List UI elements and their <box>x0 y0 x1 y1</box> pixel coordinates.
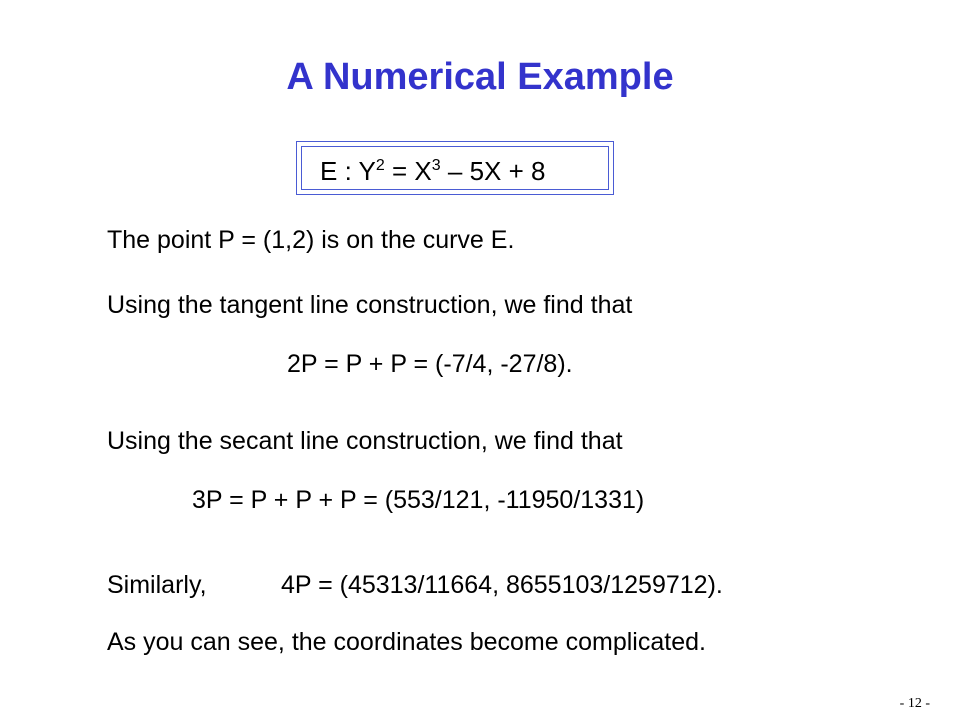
tangent-result: 2P = P + P = (-7/4, -27/8). <box>287 350 573 378</box>
curve-equation <box>320 158 546 184</box>
equation-prefix: E : Y <box>320 156 376 186</box>
tangent-intro: Using the tangent line construction, we find that <box>107 291 633 319</box>
equation-exponent-x: 3 <box>431 157 441 174</box>
equation-exponent-y: 2 <box>375 157 385 174</box>
page-number: - 12 - <box>899 696 930 711</box>
equation-suffix: – 5X + 8 <box>440 156 546 186</box>
similarly-label: Similarly, <box>107 571 207 599</box>
conclusion: As you can see, the coordinates become complicated. <box>107 628 706 656</box>
slide-title: A Numerical Example <box>286 56 674 98</box>
point-statement: The point P = (1,2) is on the curve E. <box>107 226 515 254</box>
similarly-result: 4P = (45313/11664, 8655103/1259712). <box>281 571 723 599</box>
secant-result: 3P = P + P + P = (553/121, -11950/1331) <box>192 486 645 514</box>
secant-intro: Using the secant line construction, we find that <box>107 427 623 455</box>
equation-mid: = X <box>384 156 432 186</box>
